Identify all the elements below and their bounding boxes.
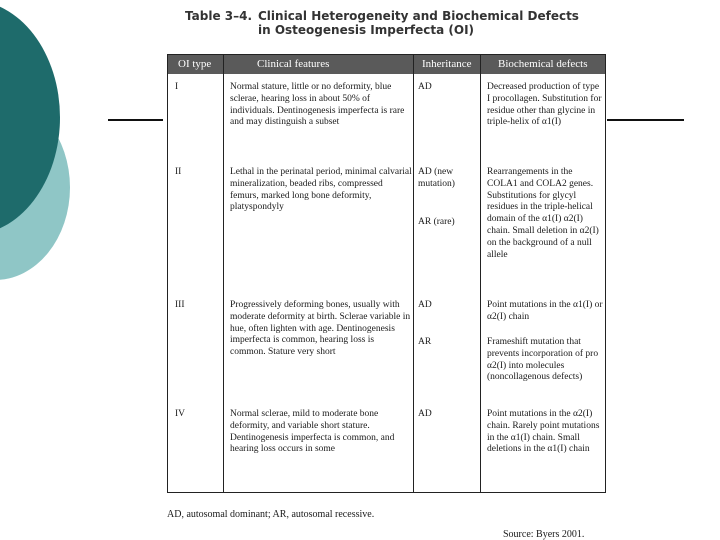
table-caption-title: Clinical Heterogeneity and Biochemical Defects in Osteogenesis Imperfecta (OI) xyxy=(258,9,579,37)
source-citation: Source: Byers 2001. xyxy=(503,529,585,540)
decorative-rule-right xyxy=(607,119,684,121)
row-2-biochemical-defects: Rearrangements in the COLA1 and COLA2 genes. Substitutions for glycyl residues in the triple-helical domain of the α1(I) α2(I) chain. Small deletion in α2(I) on the background of a null allele xyxy=(487,167,599,260)
row-1-oi-type: I xyxy=(175,82,179,92)
header-clinical-features: Clinical features xyxy=(257,58,330,70)
row-2-oi-type: II xyxy=(175,167,182,177)
row-2-inheritance-secondary: AR (rare) xyxy=(418,217,455,227)
table-header-row xyxy=(168,55,605,74)
row-2-clinical-features: Lethal in the perinatal period, minimal calvarial mineralization, beaded ribs, compressed femurs, marked long bone deformity, platyspondyly xyxy=(230,167,412,213)
column-divider xyxy=(223,55,224,492)
header-inheritance: Inheritance xyxy=(422,58,472,70)
oi-table xyxy=(167,54,606,493)
column-divider xyxy=(413,55,414,492)
row-1-inheritance: AD xyxy=(418,82,432,92)
row-1-biochemical-defects: Decreased production of type I procollagen. Substitution for residue other than glycine in triple-helix of α1(I) xyxy=(487,82,602,128)
decorative-rule-left xyxy=(108,119,163,121)
column-divider xyxy=(480,55,481,492)
row-4-biochemical-defects: Point mutations in the α2(I) chain. Rarely point mutations in the α1(I) chain. Small deletions in the α1(I) chain xyxy=(487,409,600,455)
header-oi-type: OI type xyxy=(178,58,212,70)
table-footnote: AD, autosomal dominant; AR, autosomal recessive. xyxy=(167,509,375,520)
row-4-clinical-features: Normal sclerae, mild to moderate bone deformity, and variable short stature. Dentinogenesis imperfecta is common, and hearing loss occurs in some xyxy=(230,409,395,455)
row-3-biochemical-defects: Point mutations in the α1(I) or α2(I) chain xyxy=(487,300,603,322)
row-3-oi-type: III xyxy=(175,300,185,310)
row-4-oi-type: IV xyxy=(175,409,186,419)
row-3-inheritance-secondary: AR xyxy=(418,337,432,347)
row-3-inheritance: AD xyxy=(418,300,432,310)
row-4-inheritance: AD xyxy=(418,409,432,419)
table-caption-label: Table 3–4. xyxy=(185,9,253,23)
row-2-inheritance: AD (new mutation) xyxy=(418,167,455,189)
header-biochemical-defects: Biochemical defects xyxy=(498,58,588,70)
row-3-biochemical-defects-secondary: Frameshift mutation that prevents incorporation of pro α2(I) into molecules (noncollagenous defects) xyxy=(487,337,599,383)
row-1-clinical-features: Normal stature, little or no deformity, blue sclerae, hearing loss in about 50% of individuals. Dentinogenesis imperfecta is rare and may distinguish a subset xyxy=(230,82,405,128)
row-3-clinical-features: Progressively deforming bones, usually with moderate deformity at birth. Sclerae variable in hue, often lighten with age. Dentinogenesis imperfecta is common, hearing loss is common. Stature very short xyxy=(230,300,411,358)
